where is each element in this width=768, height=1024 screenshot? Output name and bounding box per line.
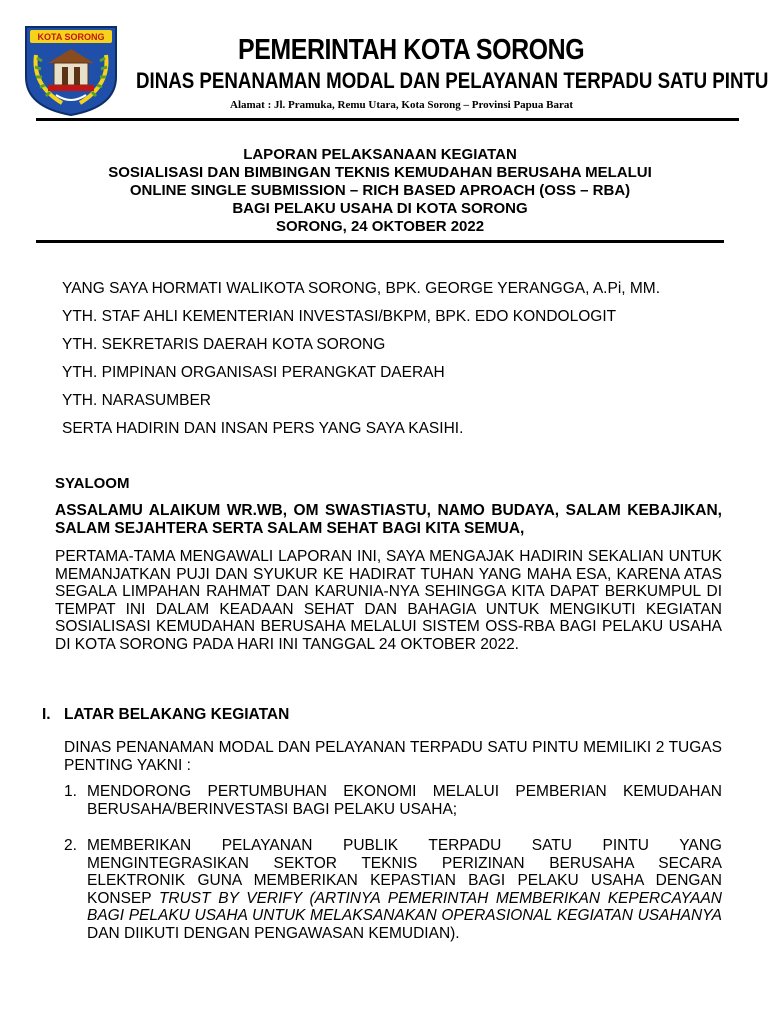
header-address: Alamat : Jl. Pramuka, Remu Utara, Kota Sorong – Provinsi Papua Barat: [230, 99, 574, 111]
report-title-line: ONLINE SINGLE SUBMISSION – RICH BASED APROACH (OSS – RBA): [129, 182, 631, 199]
section-number: I.: [42, 706, 51, 723]
header-divider: [36, 118, 739, 121]
greeting: SYALOOM: [55, 475, 130, 492]
list-item-text-a: MEMBERIKAN PELAYANAN PUBLIK TERPADU SATU PINTU YANG MENGINTEGRASIKAN SEKTOR TEKNIS PERIZINAN BERUSAHA SECARA ELEKTRONIK GUNA MEMBERIKAN KEPASTIAN BAGI PELAKU USAHA DENGAN KONSEP: [87, 837, 722, 907]
logo-text: KOTA SORONG: [37, 32, 105, 42]
section-intro: DINAS PENANAMAN MODAL DAN PELAYANAN TERPADU SATU PINTU MEMILIKI 2 TUGAS PENTING YAKNI :: [64, 739, 722, 774]
list-item-number: 2.: [64, 837, 77, 854]
addressee: YTH. STAF AHLI KEMENTERIAN INVESTASI/BKPM, BPK. EDO KONDOLOGIT: [62, 308, 617, 325]
list-item-text: MENDORONG PERTUMBUHAN EKONOMI MELALUI PEMBERIAN KEMUDAHAN BERUSAHA/BERINVESTASI BAGI PELAKU USAHA;: [87, 783, 722, 818]
list-item: [64, 783, 722, 818]
list-item: [64, 837, 722, 942]
report-title-line: BAGI PELAKU USAHA DI KOTA SORONG: [232, 200, 528, 217]
salutation: ASSALAMU ALAIKUM WR.WB, OM SWASTIASTU, NAMO BUDAYA, SALAM KEBAJIKAN, SALAM SEJAHTERA SERTA SALAM SEHAT BAGI KITA SEMUA,: [55, 502, 722, 537]
section-heading: [42, 706, 289, 724]
report-title-line: SOSIALISASI DAN BIMBINGAN TEKNIS KEMUDAHAN BERUSAHA MELALUI: [108, 164, 652, 181]
header-title: PEMERINTAH KOTA SORONG: [238, 34, 585, 66]
addressee: YANG SAYA HORMATI WALIKOTA SORONG, BPK. GEORGE YERANGGA, A.Pi, MM.: [62, 280, 661, 297]
report-title: [40, 146, 720, 236]
addressee: YTH. PIMPINAN ORGANISASI PERANGKAT DAERAH: [62, 364, 445, 381]
report-title-date: SORONG, 24 OKTOBER 2022: [275, 218, 485, 235]
addressee: YTH. SEKRETARIS DAERAH KOTA SORONG: [62, 336, 386, 353]
section-title: LATAR BELAKANG KEGIATAN: [64, 706, 290, 723]
addressee-list: [62, 280, 660, 448]
kota-sorong-logo: [22, 25, 120, 117]
report-title-line: LAPORAN PELAKSANAAN KEGIATAN: [243, 146, 517, 163]
title-divider: [36, 240, 724, 243]
list-item-text: [87, 837, 722, 942]
list-item-number: 1.: [64, 783, 77, 800]
addressee: SERTA HADIRIN DAN INSAN PERS YANG SAYA KASIHI.: [62, 420, 464, 437]
header-subtitle: DINAS PENANAMAN MODAL DAN PELAYANAN TERPADU SATU PINTU: [136, 68, 768, 93]
list-item-text-italic: TRUST BY VERIFY (ARTINYA PEMERINTAH MEMBERIKAN KEPERCAYAAN BAGI PELAKU USAHA UNTUK MELAKSANAKAN OPERASIONAL KEGIATAN USAHANYA: [87, 889, 722, 924]
opening-paragraph: PERTAMA-TAMA MENGAWALI LAPORAN INI, SAYA MENGAJAK HADIRIN SEKALIAN UNTUK MEMANJATKAN PUJI DAN SYUKUR KE HADIRAT TUHAN YANG MAHA ESA, KARENA ATAS SEGALA LIMPAHAN RAHMAT DAN KARUNIA-NYA SEHINGGA KITA DAPAT BERKUMPUL DI TEMPAT INI DALAM KEADAAN SEHAT DAN BAHAGIA UNTUK MENGIKUTI KEGIATAN SOSIALISASI KEMUDAHAN BERUSAHA MELALUI SISTEM OSS-RBA BAGI PELAKU USAHA DI KOTA SORONG PADA HARI INI TANGGAL 24 OKTOBER 2022.: [55, 548, 722, 653]
list-item-text-b: DAN DIIKUTI DENGAN PENGAWASAN KEMUDIAN).: [87, 924, 460, 942]
addressee: YTH. NARASUMBER: [62, 392, 211, 409]
